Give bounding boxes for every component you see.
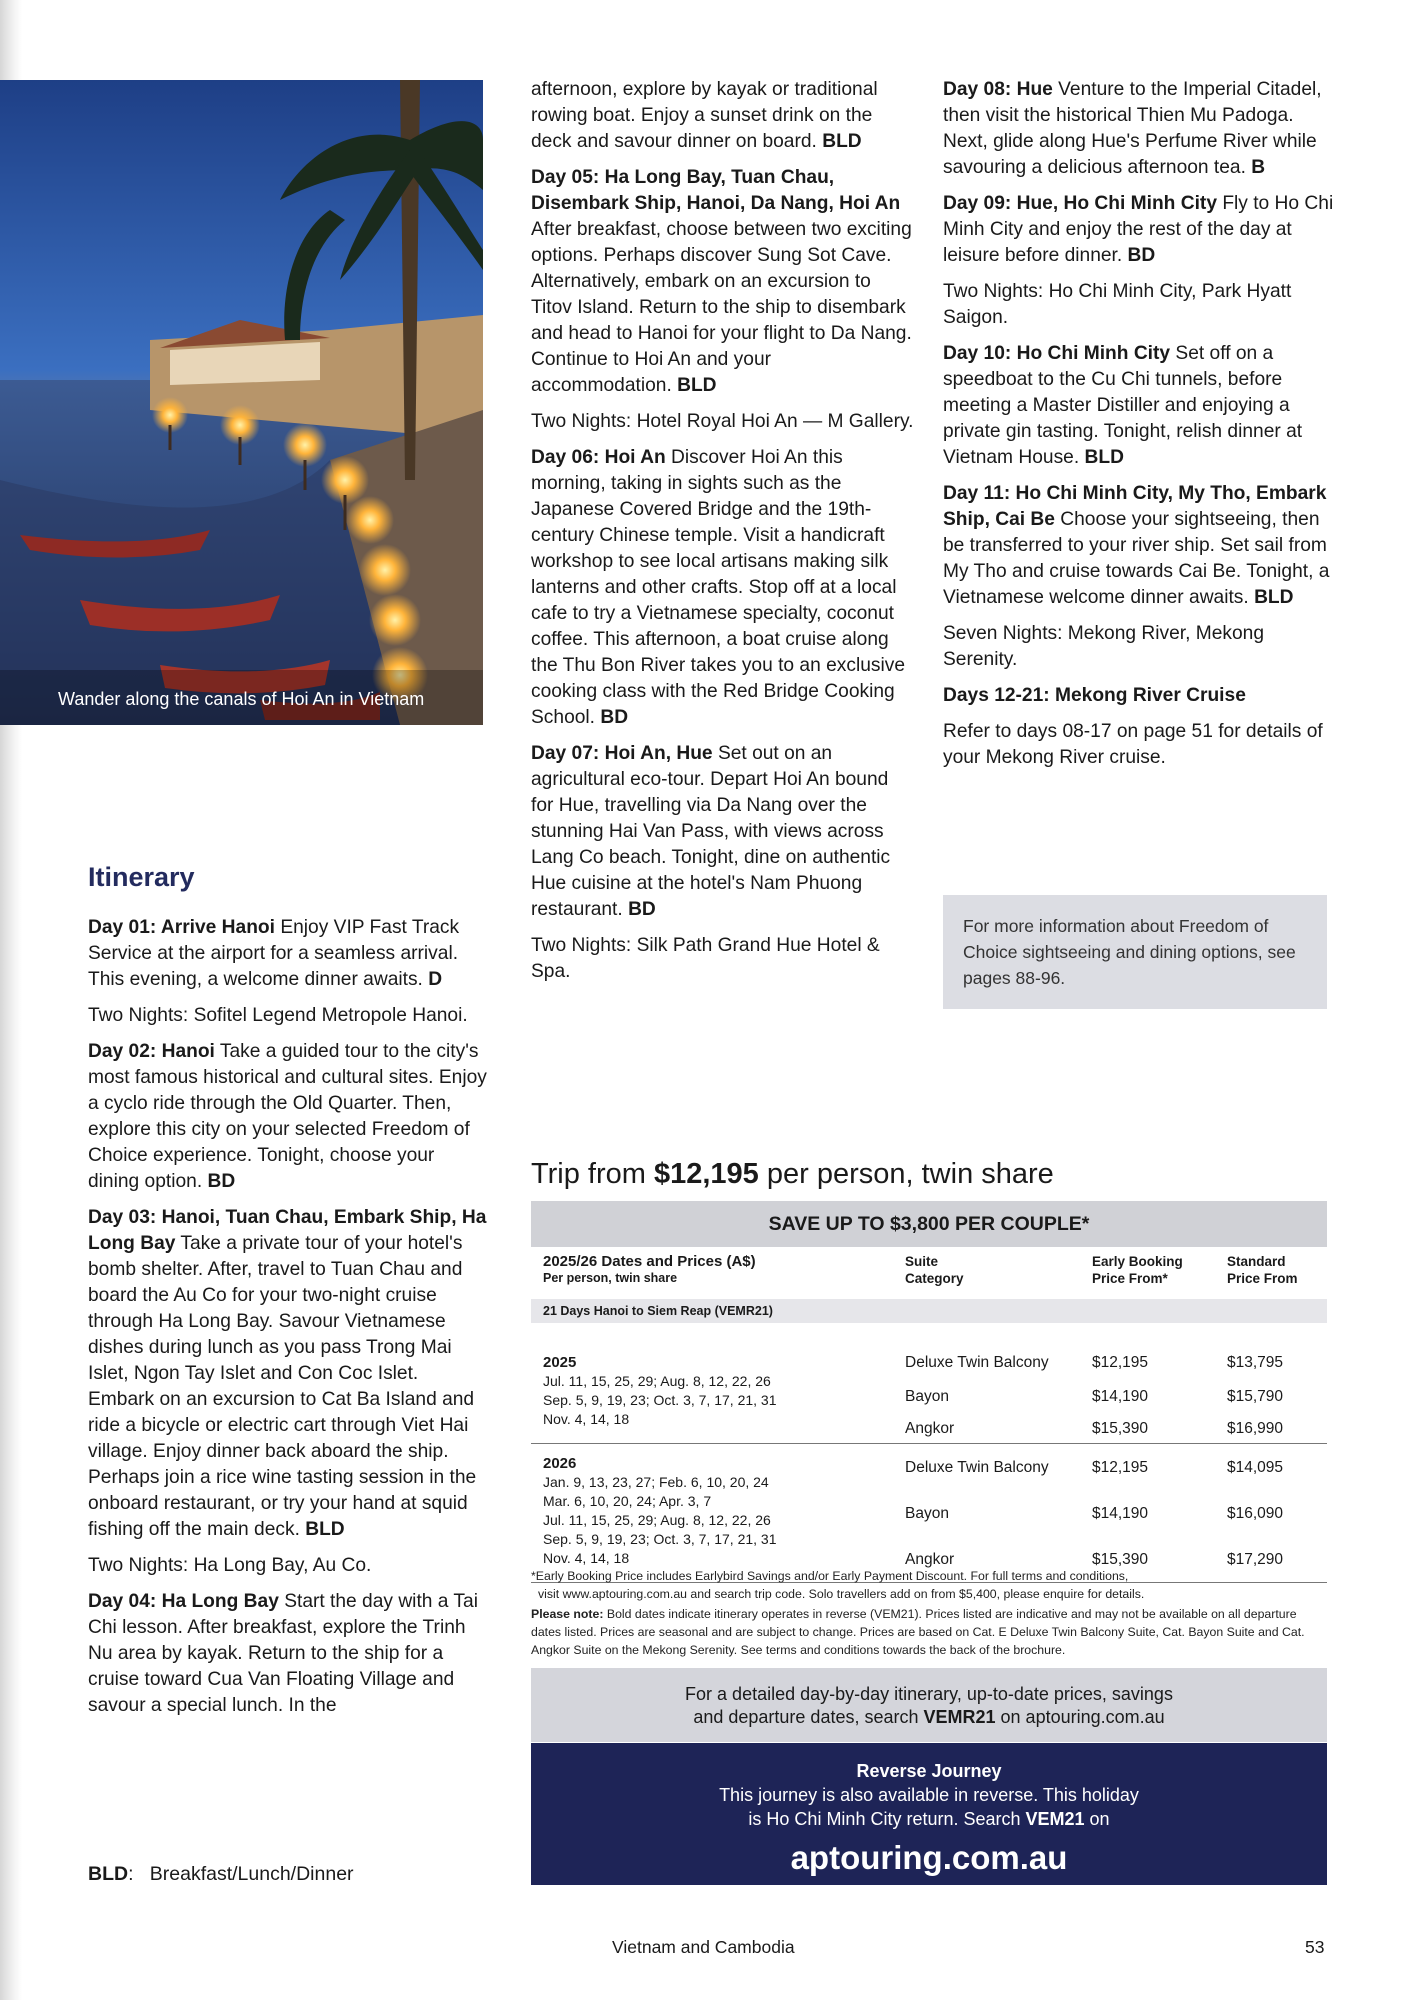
header-standard-line2: Price From	[1227, 1271, 1298, 1286]
day02-text: Take a guided tour to the city's most famous historical and cultural sites. Enjoy a cyclo ride through the Old Quarter. Then, explore this city on your selected Freedom of Choice experience. Tonight, choose your dining option.	[88, 1041, 487, 1192]
day08-paragraph	[943, 77, 1335, 181]
standard-price-cell: $15,790	[1227, 1388, 1284, 1405]
standard-price-cell: $16,090	[1227, 1505, 1284, 1522]
day09-meal: BD	[1127, 245, 1156, 266]
table-header	[531, 1247, 1327, 1299]
early-price-cell: $15,390	[1092, 1551, 1149, 1568]
dates-2025-line3: Nov. 4, 14, 18	[543, 1411, 630, 1427]
suite-cell: Deluxe Twin Balcony	[905, 1459, 1049, 1476]
day08-heading: Day 08: Hue	[943, 79, 1053, 100]
standard-price-cell: $16,990	[1227, 1420, 1284, 1437]
day04-text: Start the day with a Tai Chi lesson. After breakfast, explore the Trinh Nu area by kayak. Return to the ship for a cruise toward Cua Van Floating Village and savour a special lunch. In the	[88, 1591, 478, 1716]
year-2025-label: 2025	[543, 1354, 577, 1371]
suite-cell: Bayon	[905, 1388, 949, 1405]
day04-continued-text: afternoon, explore by kayak or traditional rowing boat. Enjoy a sunset drink on the deck and savour dinner on board.	[531, 79, 878, 152]
header-early-line1: Early Booking	[1092, 1254, 1183, 1269]
day04-paragraph	[88, 1589, 488, 1719]
hoi-an-photo	[0, 80, 483, 725]
trip-prefix: Trip from	[531, 1158, 654, 1190]
please-note-text: Bold dates indicate itinerary operates in reverse (VEM21). Prices listed are indicative and may not be available on all departure dates listed. Prices are seasonal and are subject to change. Prices are based on Cat. E Deluxe Twin Balcony Suite, Cat. Bayon Suite and Cat. Angkor Suite on the Mekong Serenity. See terms and conditions towards the back of the brochure.	[531, 1607, 1305, 1657]
day10-text: Set off on a speedboat to the Cu Chi tunnels, before meeting a Master Distiller and enjoying a private gin tasting. Tonight, relish dinner at Vietnam House.	[943, 343, 1303, 468]
day06-text: Discover Hoi An this morning, taking in sights such as the Japanese Covered Bridge and the 19th-century Chinese temple. Visit a handicraft workshop to see local artisans making silk lanterns and other crafts. Stop off at a local cafe to try a Vietnamese specialty, coconut coffee. This afternoon, a boat cruise along the Thu Bon River takes you to an exclusive cooking class with the Red Bridge Cooking School.	[531, 447, 906, 728]
header-dates-line2: Per person, twin share	[543, 1271, 678, 1285]
meal-key-label: BLD	[88, 1863, 129, 1885]
price-table	[531, 1201, 1327, 1583]
day04-heading: Day 04: Ha Long Bay	[88, 1591, 279, 1612]
day01-text: Enjoy VIP Fast Track Service at the airport for a seamless arrival. This evening, a welcome dinner awaits.	[88, 917, 460, 990]
day02-meal: BD	[207, 1171, 236, 1192]
reverse-journey-title: Reverse Journey	[856, 1761, 1002, 1781]
dates-2026-line2: Mar. 6, 10, 20, 24; Apr. 3, 7	[543, 1493, 712, 1509]
early-booking-footnote	[531, 1567, 1331, 1603]
footer-section-title: Vietnam and Cambodia	[612, 1937, 795, 1957]
day10-paragraph	[943, 341, 1335, 471]
header-dates-line1: 2025/26 Dates and Prices (A$)	[543, 1253, 756, 1270]
days12-21-heading	[943, 683, 1335, 709]
trip-suffix: per person, twin share	[758, 1158, 1054, 1190]
footnote-line2: visit www.aptouring.com.au and search trip code. Solo travellers add on from $5,400, please enquire for details.	[538, 1587, 1145, 1601]
day03-heading: Day 03: Hanoi, Tuan Chau, Embark Ship, Ha Long Bay	[88, 1207, 487, 1254]
year-2026-label: 2026	[543, 1455, 577, 1472]
reverse-journey-text: is Ho Chi Minh City return. Search	[748, 1809, 1026, 1829]
header-dates	[543, 1253, 756, 1287]
day09-text: Fly to Ho Chi Minh City and enjoy the rest of the day at leisure before dinner.	[943, 193, 1334, 266]
year-2026-block	[531, 1444, 1327, 1583]
days12-21-heading-text: Days 12-21: Mekong River Cruise	[943, 685, 1246, 706]
day10-heading: Day 10: Ho Chi Minh City	[943, 343, 1171, 364]
search-band	[531, 1668, 1327, 1742]
header-standard	[1227, 1253, 1298, 1287]
nights-hue: Two Nights: Silk Path Grand Hue Hotel & Spa.	[531, 935, 880, 982]
header-early-line2: Price From*	[1092, 1271, 1168, 1286]
header-standard-line1: Standard	[1227, 1254, 1286, 1269]
header-suite-line2: Category	[905, 1271, 964, 1286]
day05-meal: BLD	[677, 375, 717, 396]
day07-meal: BD	[628, 899, 656, 920]
itinerary-column-1	[88, 915, 488, 1729]
day09-heading: Day 09: Hue, Ho Chi Minh City	[943, 193, 1217, 214]
standard-price-cell: $13,795	[1227, 1354, 1284, 1371]
search-band-line2	[531, 1706, 1327, 1729]
day11-text: Choose your sightseeing, then be transferred to your river ship. Set sail from My Tho and cruise towards Cai Be. Tonight, a Vietnamese welcome dinner awaits.	[943, 509, 1330, 608]
please-note-label: Please note:	[531, 1607, 604, 1621]
trip-price: $12,195	[653, 1158, 759, 1190]
day01-meal: D	[428, 969, 443, 990]
nights-hcmc: Two Nights: Ho Chi Minh City, Park Hyatt Saigon.	[943, 281, 1292, 328]
day08-meal: B	[1251, 157, 1266, 178]
nights-ha-long-bay: Two Nights: Ha Long Bay, Au Co.	[88, 1555, 372, 1576]
days12-21-text: Refer to days 08-17 on page 51 for details of your Mekong River cruise.	[943, 721, 1323, 768]
day04-continued	[531, 77, 916, 155]
nights-hanoi: Two Nights: Sofitel Legend Metropole Hanoi.	[88, 1005, 468, 1026]
standard-price-cell: $14,095	[1227, 1459, 1284, 1476]
dates-2025	[543, 1353, 777, 1429]
early-price-cell: $12,195	[1092, 1354, 1149, 1371]
search-band-text: and departure dates, search	[693, 1707, 924, 1727]
hoi-an-illustration	[0, 80, 483, 725]
itinerary-heading: Itinerary	[88, 862, 195, 892]
meal-key-text: Breakfast/Lunch/Dinner	[149, 1863, 354, 1885]
day05-text: After breakfast, choose between two exciting options. Perhaps discover Sung Sot Cave. Alternatively, embark on an excursion to Titov Island. Return to the ship to disembark and head to Hanoi for your flight to Da Nang. Continue to Hoi An and your accommodation.	[531, 219, 912, 396]
day01-paragraph	[88, 915, 488, 993]
reverse-trip-code: VEM21	[1025, 1809, 1085, 1829]
day11-paragraph	[943, 481, 1335, 611]
reverse-journey-line1: This journey is also available in reverse. This holiday	[719, 1785, 1139, 1805]
day06-heading: Day 06: Hoi An	[531, 447, 666, 468]
footnote-line1: *Early Booking Price includes Earlybird Savings and/or Early Payment Discount. For full terms and conditions,	[531, 1569, 1129, 1583]
day03-paragraph	[88, 1205, 488, 1543]
suite-cell: Bayon	[905, 1505, 949, 1522]
early-price-cell: $12,195	[1092, 1459, 1149, 1476]
photo-caption: Wander along the canals of Hoi An in Vietnam	[58, 689, 425, 709]
day06-meal: BD	[600, 707, 629, 728]
please-note	[531, 1605, 1327, 1659]
day07-heading: Day 07: Hoi An, Hue	[531, 743, 713, 764]
itinerary-column-3	[943, 77, 1335, 781]
nights-hoi-an: Two Nights: Hotel Royal Hoi An — M Gallery.	[531, 411, 914, 432]
suite-cell: Angkor	[905, 1420, 955, 1437]
dates-2026-line5: Nov. 4, 14, 18	[543, 1550, 630, 1566]
standard-price-cell: $17,290	[1227, 1551, 1284, 1568]
search-band-line1: For a detailed day-by-day itinerary, up-to-date prices, savings	[685, 1684, 1173, 1704]
dates-2026-line1: Jan. 9, 13, 23, 27; Feb. 6, 10, 20, 24	[543, 1474, 769, 1490]
dates-2026-line4: Sep. 5, 9, 19, 23; Oct. 3, 7, 17, 21, 31	[543, 1531, 777, 1547]
day02-paragraph	[88, 1039, 488, 1195]
trip-price-heading	[531, 1158, 1054, 1191]
reverse-journey-on: on	[1084, 1809, 1110, 1829]
dates-2025-line2: Sep. 5, 9, 19, 23; Oct. 3, 7, 17, 21, 31	[543, 1392, 777, 1408]
early-price-cell: $14,190	[1092, 1388, 1149, 1405]
day10-meal: BLD	[1084, 447, 1124, 468]
save-banner: SAVE UP TO $3,800 PER COUPLE*	[531, 1201, 1327, 1247]
trip-code: VEMR21	[923, 1707, 996, 1727]
day06-paragraph	[531, 445, 916, 731]
day07-paragraph	[531, 741, 916, 923]
search-band-site: on aptouring.com.au	[995, 1707, 1165, 1727]
day05-heading: Day 05: Ha Long Bay, Tuan Chau, Disembark Ship, Hanoi, Da Nang, Hoi An	[531, 167, 901, 214]
day03-text: Take a private tour of your hotel's bomb shelter. After, travel to Tuan Chau and board the Au Co for your two-night cruise through Ha Long Bay. Savour Vietnamese dishes during lunch as you pass Trong Mai Islet, Ngon Tay Islet and Con Coc Islet. Embark on an excursion to Cat Ba Island and ride a bicycle or electric cart through Viet Hai village. Enjoy dinner back aboard the ship. Perhaps join a rice wine tasting session in the onboard restaurant, or try your hand at squid fishing off the main deck.	[88, 1233, 477, 1540]
dates-2025-line1: Jul. 11, 15, 25, 29; Aug. 8, 12, 22, 26	[543, 1373, 771, 1389]
meal-key-colon: :	[128, 1863, 150, 1885]
day11-meal: BLD	[1254, 587, 1294, 608]
page-number: 53	[1305, 1937, 1325, 1957]
dates-2026	[543, 1454, 777, 1568]
aptouring-link[interactable]: aptouring.com.au	[790, 1839, 1068, 1876]
meal-key	[88, 1863, 354, 1886]
suite-cell: Angkor	[905, 1551, 955, 1568]
header-early	[1092, 1253, 1183, 1287]
day05-paragraph	[531, 165, 916, 399]
reverse-journey-box	[531, 1743, 1327, 1885]
header-suite-line1: Suite	[905, 1254, 939, 1269]
early-price-cell: $15,390	[1092, 1420, 1149, 1437]
suite-cell: Deluxe Twin Balcony	[905, 1354, 1049, 1371]
day08-text: Venture to the Imperial Citadel, then visit the historical Thien Mu Padoga. Next, glide along Hue's Perfume River while savouring a delicious afternoon tea.	[943, 79, 1322, 178]
dates-2026-line3: Jul. 11, 15, 25, 29; Aug. 8, 12, 22, 26	[543, 1512, 771, 1528]
day09-paragraph	[943, 191, 1335, 269]
early-price-cell: $14,190	[1092, 1505, 1149, 1522]
day01-heading: Day 01: Arrive Hanoi	[88, 917, 275, 938]
day03-meal: BLD	[305, 1519, 345, 1540]
itinerary-column-2	[531, 77, 916, 995]
freedom-of-choice-info-box: For more information about Freedom of Choice sightseeing and dining options, see pages 88-96.	[943, 895, 1327, 1009]
nights-mekong: Seven Nights: Mekong River, Mekong Serenity.	[943, 623, 1265, 670]
route-subheader: 21 Days Hanoi to Siem Reap (VEMR21)	[531, 1299, 1327, 1323]
year-2025-block	[531, 1323, 1327, 1444]
day11-heading: Day 11: Ho Chi Minh City, My Tho, Embark Ship, Cai Be	[943, 483, 1327, 530]
reverse-journey-line2	[531, 1807, 1327, 1831]
header-suite	[905, 1253, 964, 1287]
day02-heading: Day 02: Hanoi	[88, 1041, 215, 1062]
day04-meal: BLD	[822, 131, 862, 152]
day07-text: Set out on an agricultural eco-tour. Depart Hoi An bound for Hue, travelling via Da Nang over the stunning Hai Van Pass, with views across Lang Co beach. Tonight, dine on authentic Hue cuisine at the hotel's Nam Phuong restaurant.	[531, 743, 891, 920]
